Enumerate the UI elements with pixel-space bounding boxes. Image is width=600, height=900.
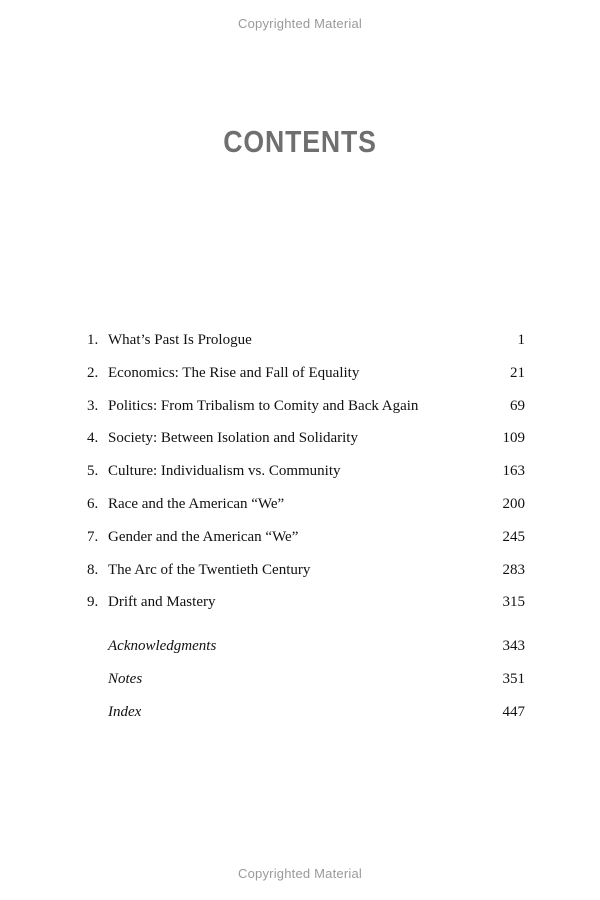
back-matter-page-number: 351	[502, 670, 525, 687]
back-matter-page-number: 447	[502, 703, 525, 720]
chapter-page-number: 163	[502, 463, 525, 480]
chapter-number: 6.	[87, 495, 99, 512]
toc-entry-2[interactable]	[87, 363, 525, 396]
back-matter-list	[87, 636, 525, 734]
chapter-title: Culture: Individualism vs. Community	[108, 463, 341, 480]
chapter-title: Society: Between Isolation and Solidarity	[108, 430, 358, 447]
chapter-title: Drift and Mastery	[108, 594, 216, 611]
toc-entry-7[interactable]	[87, 527, 525, 560]
chapter-page-number: 315	[502, 594, 525, 611]
copyright-watermark-bottom: Copyrighted Material	[238, 866, 362, 881]
chapter-number: 1.	[87, 332, 99, 348]
chapter-title: Economics: The Rise and Fall of Equality	[108, 364, 360, 381]
chapter-page-number: 245	[502, 528, 525, 545]
chapter-number: 2.	[87, 364, 99, 381]
chapter-page-number: 200	[502, 495, 525, 512]
toc-entry-5[interactable]	[87, 461, 525, 494]
chapter-number: 8.	[87, 561, 99, 578]
chapter-page-number: 283	[502, 561, 525, 578]
chapter-number: 5.	[87, 463, 99, 480]
toc-entry-9[interactable]	[87, 592, 525, 625]
chapter-title: The Arc of the Twentieth Century	[108, 561, 311, 578]
chapter-title: Gender and the American “We”	[108, 528, 299, 545]
toc-entry-6[interactable]	[87, 494, 525, 527]
toc-entry-acknowledgments[interactable]	[87, 636, 525, 669]
chapter-title: What’s Past Is Prologue	[108, 332, 252, 348]
chapter-page-number: 1	[517, 332, 525, 348]
toc-entry-8[interactable]	[87, 560, 525, 593]
chapter-page-number: 109	[502, 430, 525, 447]
toc-entry-index[interactable]	[87, 702, 525, 735]
chapter-number: 7.	[87, 528, 99, 545]
back-matter-title: Acknowledgments	[108, 638, 217, 654]
toc-entry-notes[interactable]	[87, 669, 525, 702]
toc-entry-1[interactable]	[87, 330, 525, 363]
page-title: CONTENTS	[223, 124, 377, 159]
chapter-title: Race and the American “We”	[108, 495, 285, 512]
chapter-number: 3.	[87, 397, 99, 414]
chapter-page-number: 21	[510, 364, 525, 381]
chapter-page-number: 69	[510, 397, 525, 414]
copyright-watermark-top: Copyrighted Material	[238, 16, 362, 31]
back-matter-title: Index	[108, 703, 142, 720]
chapter-list	[87, 330, 525, 625]
toc-entry-4[interactable]	[87, 428, 525, 461]
toc-entry-3[interactable]	[87, 396, 525, 429]
chapter-number: 4.	[87, 430, 99, 447]
back-matter-title: Notes	[108, 670, 143, 687]
back-matter-page-number: 343	[502, 638, 525, 654]
chapter-number: 9.	[87, 594, 99, 611]
chapter-title: Politics: From Tribalism to Comity and Back Again	[108, 397, 419, 414]
